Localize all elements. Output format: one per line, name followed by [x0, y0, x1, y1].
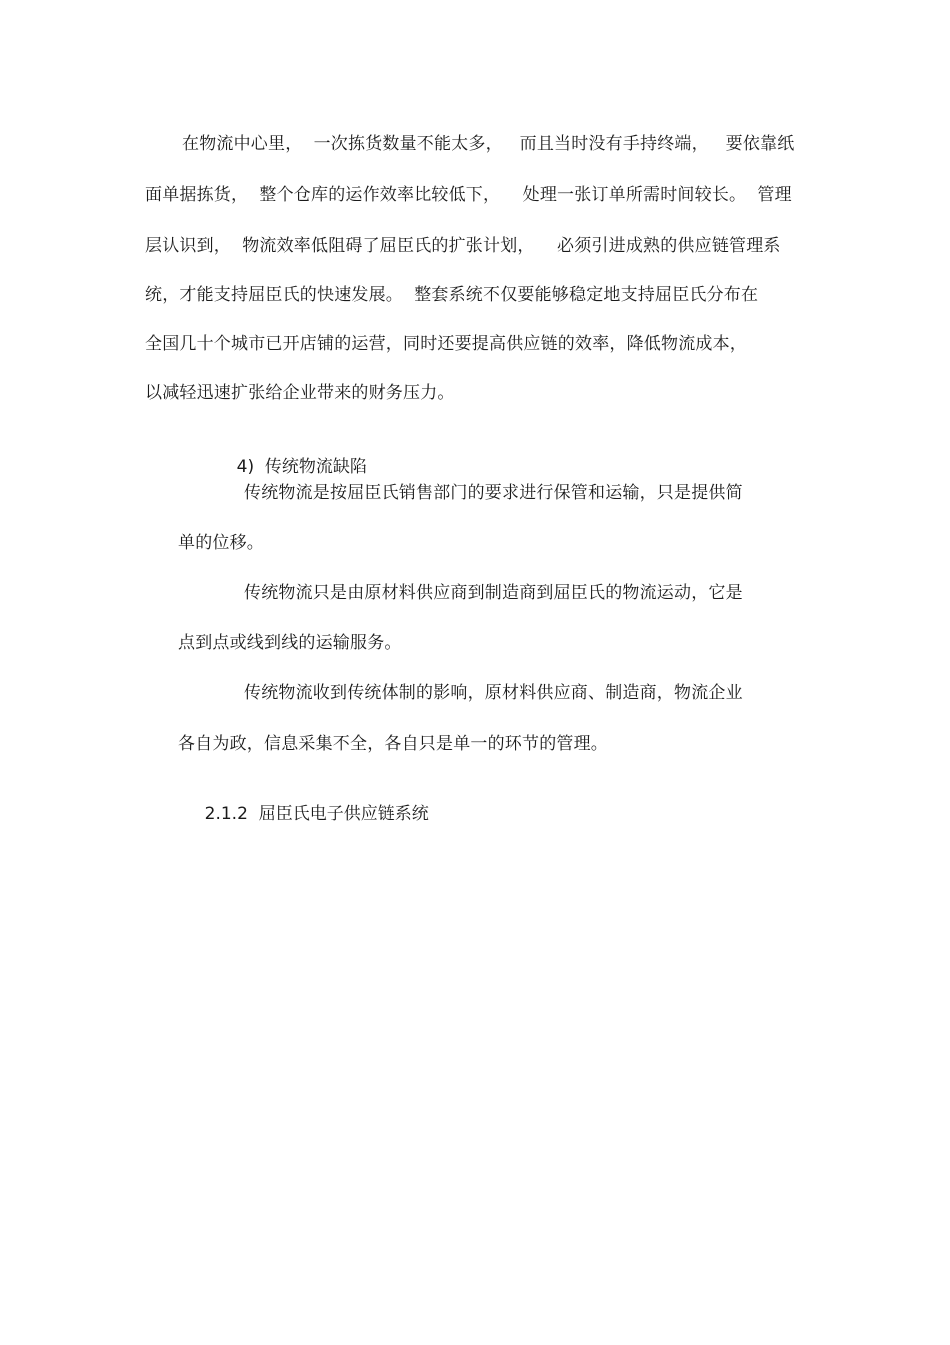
paragraph2-line-2: 单的位移。 [178, 533, 264, 553]
paragraph1-line-3: 层认识到， 物流效率低阻碍了屈臣氏的扩张计划， 必须引进成熟的供应链管理系 [145, 236, 781, 256]
paragraph1-line-4: 统，才能支持屈臣氏的快速发展。 整套系统不仅要能够稳定地支持屈臣氏分布在 [145, 285, 759, 305]
section4-number: 4) [236, 457, 255, 477]
paragraph4-line-1: 传统物流收到传统体制的影响，原材料供应商、制造商，物流企业 [244, 683, 743, 703]
paragraph1-line-1: 在物流中心里， 一次拣货数量不能太多， 而且当时没有手持终端， 要依靠纸 [182, 134, 795, 154]
paragraph2-line-1: 传统物流是按屈臣氏销售部门的要求进行保管和运输，只是提供简 [244, 483, 743, 503]
section212-number: 2.1.2 [204, 804, 248, 824]
paragraph3-line-2: 点到点或线到线的运输服务。 [178, 633, 402, 653]
section212-title: 屈臣氏电子供应链系统 [258, 804, 429, 824]
section212-heading [183, 781, 429, 847]
paragraph1-line-6: 以减轻迅速扩张给企业带来的财务压力。 [145, 383, 455, 403]
paragraph4-line-2: 各自为政，信息采集不全，各自只是单一的环节的管理。 [178, 734, 608, 754]
paragraph1-line-5: 全国几十个城市已开店铺的运营，同时还要提高供应链的效率，降低物流成本， [145, 334, 747, 354]
paragraph1-line-2: 面单据拣货， 整个仓库的运作效率比较低下， 处理一张订单所需时间较长。 管理 [145, 185, 792, 205]
paragraph3-line-1: 传统物流只是由原材料供应商到制造商到屈臣氏的物流运动，它是 [244, 583, 743, 603]
section4-title: 传统物流缺陷 [264, 457, 367, 477]
